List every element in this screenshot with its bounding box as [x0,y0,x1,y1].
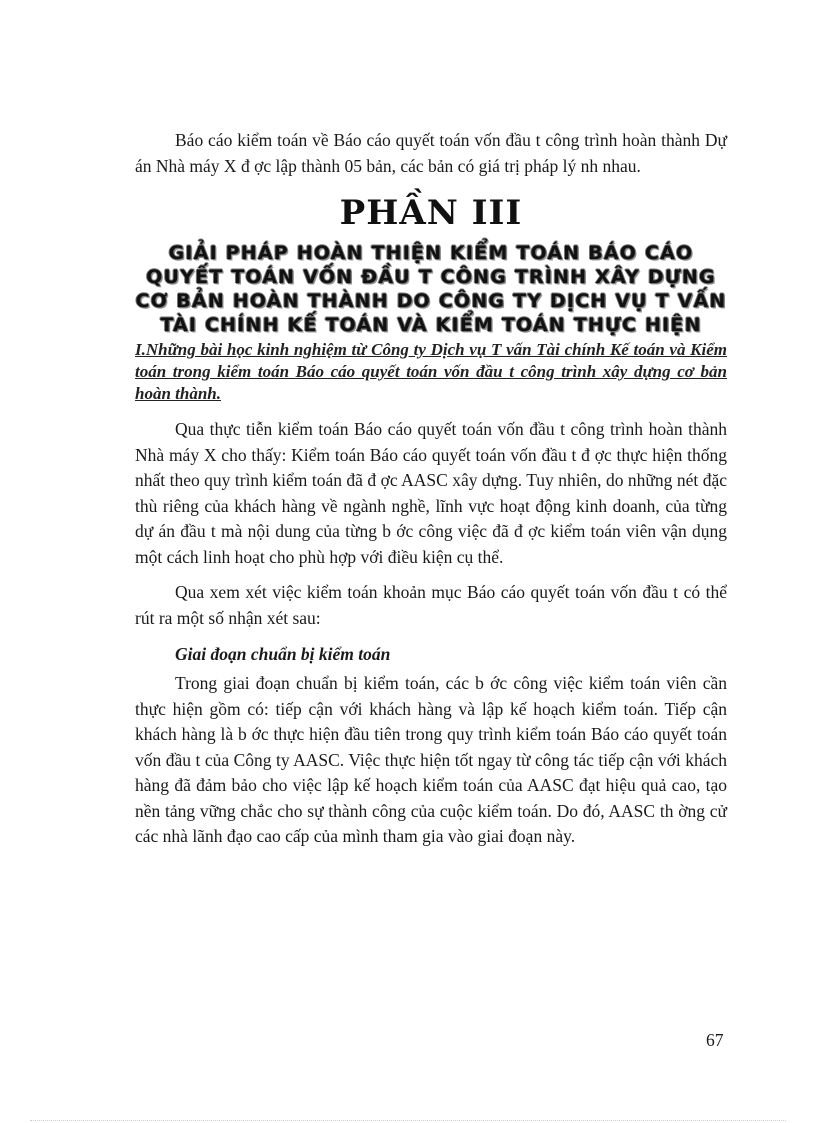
paragraph-gap [135,570,727,580]
page-number: 67 [706,1030,724,1050]
subheading: Giai đoạn chuẩn bị kiểm toán [175,644,391,664]
paragraph-gap [135,631,727,641]
section-heading: I.Những bài học kinh nghiệm từ Công ty Dịch vụ T vấn Tài chính Kế toán và Kiểm toán trong kiểm toán Báo cáo quyết toán vốn đầu t công trình xây dựng cơ bản hoàn thành. [135,340,727,403]
bottom-divider [30,1120,786,1121]
document-page [135,128,727,850]
intro-paragraph: Báo cáo kiểm toán về Báo cáo quyết toán vốn đầu t công trình hoàn thành Dự án Nhà máy X đ ợc lập thành 05 bản, các bản có giá trị pháp lý nh nhau. [135,130,727,176]
body-paragraph-1: Qua thực tiễn kiểm toán Báo cáo quyết toán vốn đầu t công trình hoàn thành Nhà máy X cho thấy: Kiểm toán Báo cáo quyết toán vốn đầu t đ ợc thực hiện thống nhất theo quy trình kiểm toán đã đ ợc AASC xây dựng. Tuy nhiên, do những nét đặc thù riêng của khách hàng về ngành nghề, lĩnh vực hoạt động kinh doanh, của từng dự án đầu t mà nội dung của từng b ớc công việc đã đ ợc kiểm toán viên vận dụng một cách linh hoạt cho phù hợp với điều kiện cụ thể. [135,419,727,567]
body-paragraph-3: Trong giai đoạn chuẩn bị kiểm toán, các b ớc công việc kiểm toán viên cần thực hiện gồm có: tiếp cận với khách hàng và lập kế hoạch kiểm toán. Tiếp cận khách hàng là b ớc thực hiện đầu tiên trong quy trình kiểm toán Báo cáo quyết toán vốn đầu t của Công ty AASC. Việc thực hiện tốt ngay từ công tác tiếp cận với khách hàng đã đảm bảo cho việc lập kế hoạch kiểm toán của AASC đạt hiệu quả cao, tạo nền tảng vững chắc cho sự thành công của cuộc kiểm toán. Do đó, AASC th ờng cử các nhà lãnh đạo cao cấp của mình tham gia vào giai đoạn này. [135,673,727,846]
body-paragraph-2: Qua xem xét việc kiểm toán khoản mục Báo cáo quyết toán vốn đầu t có thể rút ra một số nhận xét sau: [135,582,727,628]
part-title: PHẦN III [339,193,523,233]
chapter-title: GIẢI PHÁP HOÀN THIỆN KIỂM TOÁN BÁO CÁO QUYẾT TOÁN VỐN ĐẦU T CÔNG TRÌNH XÂY DỰNG CƠ BẢN HOÀN THÀNH DO CÔNG TY DỊCH VỤ T VẤN TÀI CHÍNH KẾ TOÁN VÀ KIỂM TOÁN THỰC HIỆN [135,242,727,336]
